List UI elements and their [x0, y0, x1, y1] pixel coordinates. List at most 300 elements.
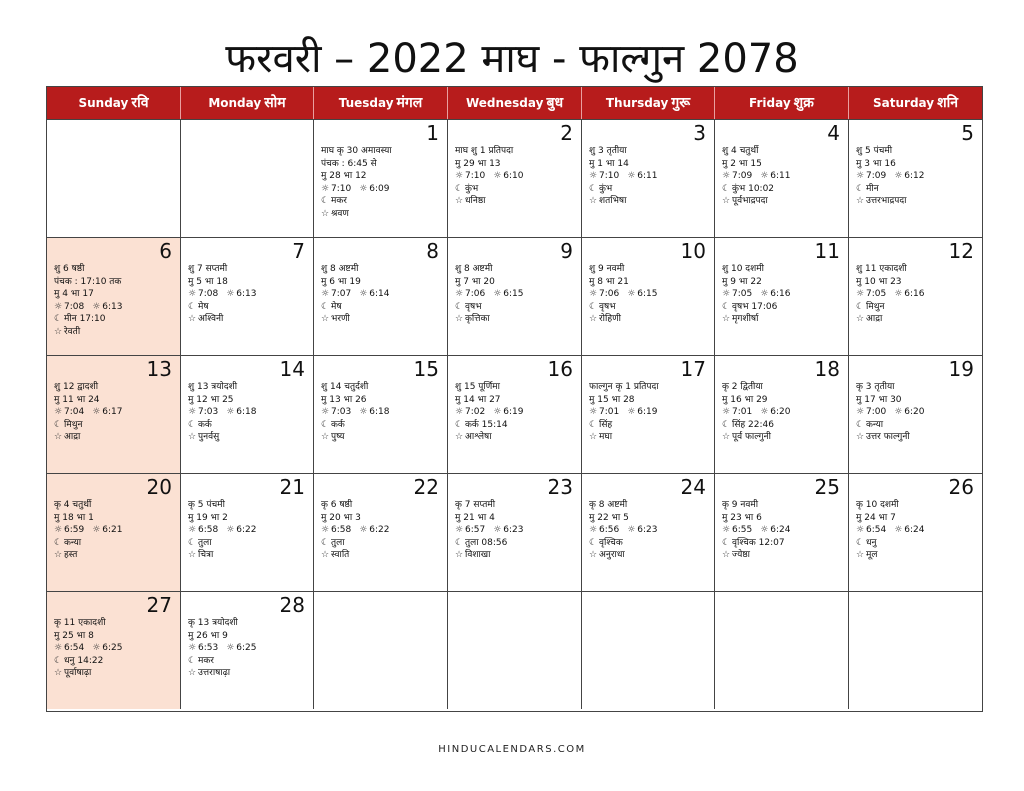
sunrise-time: 6:58 [331, 525, 352, 536]
moon-icon: ☾ [54, 655, 63, 666]
sunrise-icon: ☼ [188, 289, 197, 300]
day-details [54, 381, 176, 444]
star-icon: ☆ [722, 314, 731, 325]
rashi-text: वृषभ [465, 301, 482, 312]
muhurat-bhag-text: मु 9 भा 22 [722, 276, 762, 287]
sunset-icon: ☼ [760, 289, 769, 300]
rashi-text: कन्या [866, 419, 884, 430]
day-cell[interactable] [314, 474, 448, 591]
sun-times [722, 406, 844, 419]
sunset-time: 6:19 [503, 407, 524, 418]
moon-rashi [589, 301, 710, 314]
nakshatra-text: शतभिषा [599, 196, 627, 207]
muhurat-bhag-text: मु 17 भा 30 [856, 394, 902, 405]
nakshatra [455, 313, 577, 326]
moon-rashi [321, 419, 443, 432]
star-icon: ☆ [856, 432, 865, 443]
day-cell[interactable] [47, 238, 181, 355]
calendar-week-row [47, 473, 982, 591]
moon-icon: ☾ [54, 419, 63, 430]
moon-rashi [856, 183, 978, 196]
sunset-time: 6:16 [904, 289, 925, 300]
sunrise-icon: ☼ [589, 525, 598, 536]
day-details [856, 145, 978, 208]
day-number: 1 [426, 121, 439, 145]
moon-icon: ☾ [321, 196, 330, 207]
tithi-text: शु 8 अष्टमी [455, 264, 493, 274]
moon-rashi [589, 419, 710, 432]
moon-icon: ☾ [856, 301, 865, 312]
star-icon: ☆ [856, 314, 865, 325]
sunset-time: 6:24 [770, 525, 791, 536]
day-details [188, 617, 309, 680]
nakshatra [455, 195, 577, 208]
nakshatra [455, 549, 577, 562]
day-cell[interactable] [582, 120, 715, 237]
tithi-text: माघ शु 1 प्रतिपदा [455, 146, 514, 156]
sunset-time: 6:18 [236, 407, 257, 418]
sunset-time: 6:25 [102, 643, 123, 654]
tithi-text: शु 6 षष्ठी [54, 264, 85, 274]
day-details [856, 263, 978, 326]
day-cell[interactable] [849, 474, 982, 591]
sunrise-time: 7:06 [465, 289, 486, 300]
rashi-text: तुला [198, 537, 212, 548]
muhurat-bhag-text: मु 8 भा 21 [589, 276, 629, 287]
day-cell[interactable] [582, 238, 715, 355]
day-number: 10 [680, 239, 706, 263]
tithi-text: कृ 6 षष्ठी [321, 500, 353, 510]
day-details [54, 263, 176, 339]
sunrise-time: 7:09 [866, 171, 887, 182]
day-cell[interactable] [181, 592, 314, 709]
moon-icon: ☾ [188, 537, 197, 548]
nakshatra-text: मूल [866, 550, 878, 561]
moon-icon: ☾ [455, 419, 464, 430]
sunset-time: 6:22 [369, 525, 390, 536]
day-cell[interactable] [715, 356, 849, 473]
nakshatra [589, 195, 710, 208]
sunrise-icon: ☼ [722, 289, 731, 300]
calendar-grid [46, 86, 983, 712]
muhurat-bhag-text: मु 21 भा 4 [455, 512, 495, 523]
moon-icon: ☾ [455, 301, 464, 312]
nakshatra-text: कृत्तिका [465, 314, 490, 325]
rashi-text: कुंभ 10:02 [732, 183, 775, 194]
moon-icon: ☾ [589, 183, 598, 194]
day-details [54, 617, 176, 680]
moon-rashi [856, 419, 978, 432]
sunset-time: 6:22 [236, 525, 257, 536]
muhurat-bhag-text: मु 18 भा 1 [54, 512, 94, 523]
day-details [856, 381, 978, 444]
sunrise-time: 7:07 [331, 289, 352, 300]
day-cell[interactable] [849, 356, 982, 473]
nakshatra [321, 549, 443, 562]
moon-rashi [54, 313, 176, 326]
star-icon: ☆ [722, 550, 731, 561]
day-number: 3 [693, 121, 706, 145]
day-cell[interactable] [849, 238, 982, 355]
sunrise-time: 6:59 [64, 525, 85, 536]
sunrise-time: 7:01 [732, 407, 753, 418]
nakshatra-text: उत्तरभाद्रपदा [866, 196, 907, 207]
sunrise-time: 7:10 [331, 183, 352, 194]
moon-icon: ☾ [722, 419, 731, 430]
nakshatra [455, 431, 577, 444]
day-details [54, 499, 176, 562]
sunrise-time: 7:09 [732, 171, 753, 182]
muhurat-bhag-text: मु 25 भा 8 [54, 630, 94, 641]
muhurat-bhag-text: मु 5 भा 18 [188, 276, 228, 287]
day-number: 18 [814, 357, 840, 381]
sunset-time: 6:17 [102, 407, 123, 418]
moon-icon: ☾ [722, 183, 731, 194]
sunset-time: 6:25 [236, 643, 257, 654]
day-number: 13 [146, 357, 172, 381]
muhurat-bhag-text: मु 10 भा 23 [856, 276, 902, 287]
day-cell[interactable] [448, 238, 582, 355]
moon-icon: ☾ [321, 419, 330, 430]
tithi-text: शु 8 अष्टमी [321, 264, 359, 274]
sunrise-icon: ☼ [54, 301, 63, 312]
moon-rashi [188, 537, 309, 550]
day-cell[interactable] [715, 120, 849, 237]
nakshatra-text: चित्रा [198, 550, 214, 561]
day-number: 7 [292, 239, 305, 263]
day-details [188, 381, 309, 444]
muhurat-bhag-text: मु 29 भा 13 [455, 158, 501, 169]
day-cell[interactable] [181, 356, 314, 473]
rashi-text: मीन 17:10 [64, 314, 106, 325]
muhurat-bhag-text: मु 1 भा 14 [589, 158, 629, 169]
sunset-time: 6:21 [102, 525, 123, 536]
nakshatra-text: श्रवण [331, 208, 349, 219]
tithi-text: शु 5 पंचमी [856, 146, 893, 156]
sunrise-icon: ☼ [856, 289, 865, 300]
moon-rashi [722, 537, 844, 550]
sunrise-icon: ☼ [321, 183, 330, 194]
sunrise-time: 7:10 [599, 171, 620, 182]
rashi-text: सिंह 22:46 [732, 419, 774, 430]
tithi-text: माघ कृ 30 अमावस्या [321, 146, 392, 156]
sunset-icon: ☼ [760, 525, 769, 536]
sunset-time: 6:10 [503, 171, 524, 182]
sunrise-time: 6:55 [732, 525, 753, 536]
sunset-time: 6:15 [637, 289, 658, 300]
tithi-text: कृ 9 नवमी [722, 500, 759, 510]
sunset-icon: ☼ [493, 407, 502, 418]
sunset-time: 6:19 [637, 407, 658, 418]
sunset-icon: ☼ [493, 289, 502, 300]
day-details [188, 263, 309, 326]
nakshatra [722, 313, 844, 326]
day-number: 22 [413, 475, 439, 499]
weekday-en-label: Saturday [873, 96, 935, 110]
moon-icon: ☾ [188, 655, 197, 666]
sunrise-time: 6:57 [465, 525, 486, 536]
sunset-icon: ☼ [894, 171, 903, 182]
day-number: 9 [560, 239, 573, 263]
sun-times [321, 288, 443, 301]
nakshatra-text: हस्त [64, 550, 78, 561]
nakshatra [188, 431, 309, 444]
muhurat-bhag-text: मु 15 भा 28 [589, 394, 635, 405]
sunset-icon: ☼ [92, 525, 101, 536]
sunset-icon: ☼ [226, 525, 235, 536]
nakshatra-text: आद्रा [64, 432, 81, 443]
sunrise-icon: ☼ [54, 407, 63, 418]
tithi-text: फाल्गुन कृ 1 प्रतिपदा [589, 382, 659, 392]
moon-rashi [722, 301, 844, 314]
day-cell[interactable] [181, 238, 314, 355]
moon-rashi [455, 419, 577, 432]
day-cell[interactable] [582, 356, 715, 473]
sun-times [722, 524, 844, 537]
sunrise-time: 7:08 [64, 301, 85, 312]
day-details [589, 499, 710, 562]
sun-times [589, 288, 710, 301]
day-cell[interactable] [448, 474, 582, 591]
day-cell[interactable] [314, 356, 448, 473]
empty-day-cell [448, 592, 582, 709]
weekday-header-friday [715, 87, 849, 119]
sun-times [455, 170, 577, 183]
nakshatra-text: ज्येष्ठा [732, 550, 751, 561]
site-footer: HINDUCALENDARS.COM [438, 744, 586, 755]
sun-times [722, 288, 844, 301]
sunset-time: 6:13 [236, 289, 257, 300]
day-details [589, 145, 710, 208]
tithi-text: शु 13 त्रयोदशी [188, 382, 238, 392]
rashi-text: वृश्चिक 12:07 [732, 537, 785, 548]
weekday-en-label: Thursday [605, 96, 669, 110]
day-cell[interactable] [181, 474, 314, 591]
sunrise-time: 6:56 [599, 525, 620, 536]
sunset-time: 6:20 [904, 407, 925, 418]
muhurat-bhag-text: मु 3 भा 16 [856, 158, 896, 169]
day-number: 26 [948, 475, 974, 499]
nakshatra [722, 549, 844, 562]
day-cell[interactable] [582, 474, 715, 591]
day-number: 17 [680, 357, 706, 381]
sunrise-time: 6:54 [866, 525, 887, 536]
moon-rashi [722, 183, 844, 196]
empty-day-cell [181, 120, 314, 237]
page-title: फरवरी – 2022 माघ - फाल्गुन 2078 [225, 36, 799, 82]
sunset-icon: ☼ [92, 643, 101, 654]
day-number: 16 [547, 357, 573, 381]
moon-icon: ☾ [54, 314, 63, 325]
nakshatra-text: मघा [599, 432, 613, 443]
nakshatra [321, 313, 443, 326]
sunrise-icon: ☼ [54, 525, 63, 536]
nakshatra [54, 431, 176, 444]
sunrise-icon: ☼ [188, 407, 197, 418]
star-icon: ☆ [589, 314, 598, 325]
empty-day-cell [314, 592, 448, 709]
day-number: 23 [547, 475, 573, 499]
sunset-time: 6:24 [904, 525, 925, 536]
rashi-text: कर्क [198, 419, 212, 430]
sunset-icon: ☼ [894, 407, 903, 418]
day-cell[interactable] [715, 474, 849, 591]
muhurat-bhag-text: मु 4 भा 17 [54, 289, 94, 300]
muhurat-bhag-text: मु 12 भा 25 [188, 394, 234, 405]
moon-rashi [54, 537, 176, 550]
rashi-text: मकर [331, 196, 347, 207]
sun-times [589, 406, 710, 419]
tithi-text: कृ 4 चतुर्थी [54, 500, 92, 510]
sunrise-icon: ☼ [321, 407, 330, 418]
nakshatra [722, 195, 844, 208]
sunrise-time: 6:58 [198, 525, 219, 536]
star-icon: ☆ [455, 550, 464, 561]
sunset-time: 6:13 [102, 301, 123, 312]
sunset-icon: ☼ [894, 525, 903, 536]
tithi-text: कृ 8 अष्टमी [589, 500, 628, 510]
muhurat-bhag-text: मु 20 भा 3 [321, 512, 361, 523]
nakshatra [54, 667, 176, 680]
star-icon: ☆ [54, 326, 63, 337]
star-icon: ☆ [321, 208, 330, 219]
nakshatra [856, 549, 978, 562]
day-details [856, 499, 978, 562]
day-details [589, 263, 710, 326]
day-details [589, 381, 710, 444]
nakshatra-text: उत्तर फाल्गुनी [866, 432, 910, 443]
sun-times [54, 642, 176, 655]
sun-times [455, 524, 577, 537]
sunset-icon: ☼ [359, 289, 368, 300]
sunset-icon: ☼ [226, 289, 235, 300]
day-number: 12 [948, 239, 974, 263]
sunrise-icon: ☼ [54, 643, 63, 654]
day-cell[interactable] [448, 120, 582, 237]
day-cell[interactable] [849, 120, 982, 237]
nakshatra-text: पूर्व फाल्गुनी [732, 432, 771, 443]
day-cell[interactable] [47, 592, 181, 709]
nakshatra-text: विशाखा [465, 550, 491, 561]
sunset-time: 6:16 [770, 289, 791, 300]
star-icon: ☆ [321, 314, 330, 325]
tithi-text: शु 10 दशमी [722, 264, 764, 274]
sunset-icon: ☼ [359, 525, 368, 536]
day-number: 2 [560, 121, 573, 145]
sunrise-time: 7:03 [331, 407, 352, 418]
muhurat-bhag-text: मु 28 भा 12 [321, 171, 367, 182]
sunset-icon: ☼ [493, 525, 502, 536]
day-details [321, 499, 443, 562]
empty-day-cell [849, 592, 982, 709]
moon-rashi [455, 183, 577, 196]
day-cell[interactable] [715, 238, 849, 355]
day-cell[interactable] [448, 356, 582, 473]
muhurat-bhag-text: मु 13 भा 26 [321, 394, 367, 405]
rashi-text: धनु [866, 537, 877, 548]
sunrise-time: 7:01 [599, 407, 620, 418]
moon-rashi [54, 419, 176, 432]
sunset-icon: ☼ [493, 171, 502, 182]
muhurat-bhag-text: मु 16 भा 29 [722, 394, 768, 405]
sunrise-icon: ☼ [188, 643, 197, 654]
sunrise-icon: ☼ [722, 407, 731, 418]
sun-times [856, 406, 978, 419]
moon-rashi [455, 537, 577, 550]
day-number: 21 [279, 475, 305, 499]
star-icon: ☆ [54, 432, 63, 443]
tithi-text: शु 15 पूर्णिमा [455, 382, 500, 392]
muhurat-bhag-text: मु 11 भा 24 [54, 394, 100, 405]
sunset-time: 6:23 [637, 525, 658, 536]
day-number: 25 [814, 475, 840, 499]
weekday-hi-label: मंगल [396, 95, 423, 111]
muhurat-bhag-text: मु 24 भा 7 [856, 512, 896, 523]
star-icon: ☆ [455, 196, 464, 207]
weekday-hi-label: रवि [131, 95, 149, 111]
rashi-text: कर्क [331, 419, 345, 430]
nakshatra-text: उत्तराषाढ़ा [198, 668, 231, 679]
sunset-time: 6:09 [369, 183, 390, 194]
sunset-icon: ☼ [226, 643, 235, 654]
day-cell[interactable] [47, 474, 181, 591]
day-cell[interactable] [314, 238, 448, 355]
day-cell[interactable] [314, 120, 448, 237]
nakshatra-text: पूर्वभाद्रपदा [732, 196, 768, 207]
sun-times [321, 183, 443, 196]
rashi-text: मेष [331, 301, 342, 312]
rashi-text: वृश्चिक [599, 537, 623, 548]
moon-rashi [188, 655, 309, 668]
moon-icon: ☾ [589, 301, 598, 312]
star-icon: ☆ [856, 550, 865, 561]
rashi-text: वृषभ [599, 301, 616, 312]
moon-icon: ☾ [321, 301, 330, 312]
nakshatra [321, 208, 443, 221]
day-details [321, 145, 443, 221]
rashi-text: मेष [198, 301, 209, 312]
star-icon: ☆ [589, 550, 598, 561]
muhurat-bhag-text: मु 19 भा 2 [188, 512, 228, 523]
moon-icon: ☾ [722, 301, 731, 312]
tithi-text: कृ 7 सप्तमी [455, 500, 496, 510]
day-number: 11 [814, 239, 840, 263]
star-icon: ☆ [321, 432, 330, 443]
sunrise-time: 6:54 [64, 643, 85, 654]
nakshatra [856, 313, 978, 326]
rashi-text: कर्क 15:14 [465, 419, 508, 430]
panchak-text: पंचक : 17:10 तक [54, 276, 122, 287]
star-icon: ☆ [589, 196, 598, 207]
weekday-en-label: Wednesday [465, 96, 544, 110]
sunset-time: 6:23 [503, 525, 524, 536]
nakshatra [321, 431, 443, 444]
day-number: 27 [146, 593, 172, 617]
nakshatra-text: पूर्वाषाढ़ा [64, 668, 92, 679]
nakshatra-text: मृगशीर्षा [732, 314, 759, 325]
nakshatra [54, 549, 176, 562]
muhurat-bhag-text: मु 6 भा 19 [321, 276, 361, 287]
sunrise-time: 7:04 [64, 407, 85, 418]
muhurat-bhag-text: मु 26 भा 9 [188, 630, 228, 641]
weekday-header-sunday [47, 87, 181, 119]
moon-rashi [321, 537, 443, 550]
rashi-text: वृषभ 17:06 [732, 301, 778, 312]
moon-icon: ☾ [856, 419, 865, 430]
star-icon: ☆ [321, 550, 330, 561]
day-cell[interactable] [47, 356, 181, 473]
sunrise-time: 7:10 [465, 171, 486, 182]
